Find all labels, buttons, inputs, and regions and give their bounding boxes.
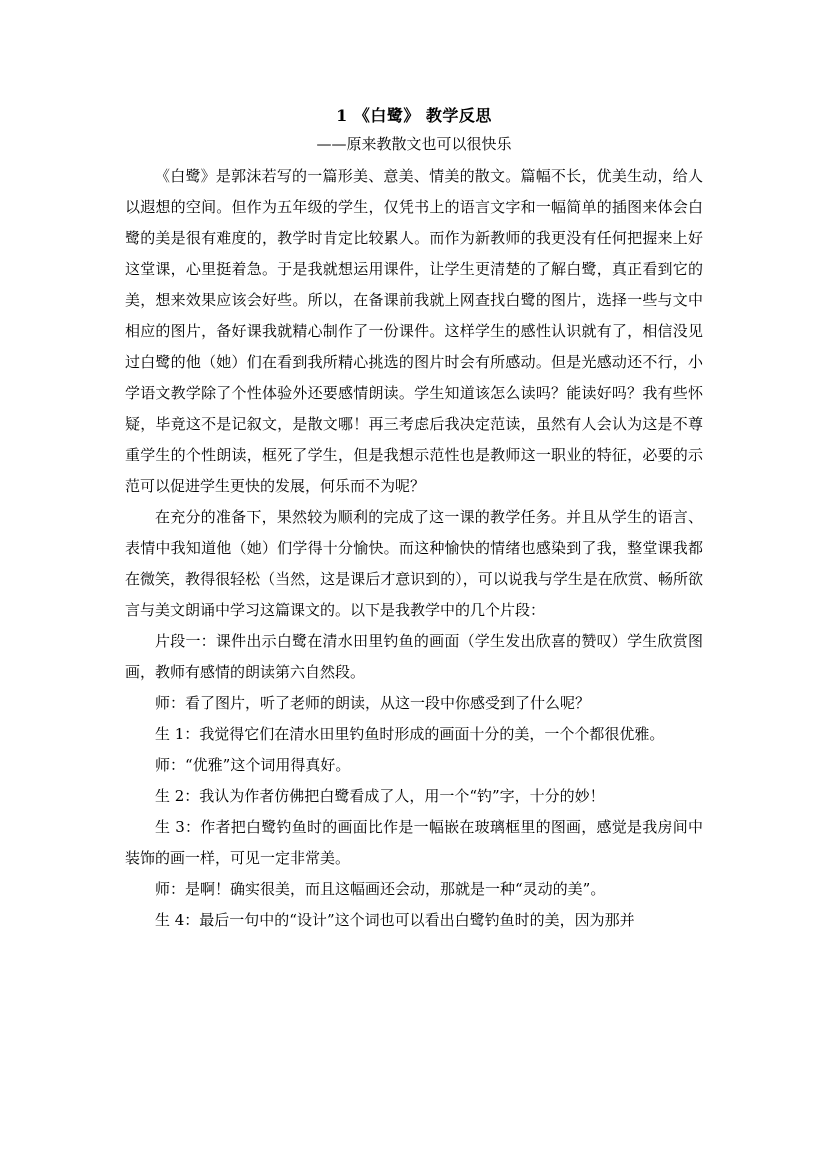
document-title: 1 《白鹭》 教学反思: [336, 106, 492, 125]
paragraph-student-3: 生 3：作者把白鹭钓鱼时的画面比作是一幅嵌在玻璃框里的图画，感觉是我房间中装饰的画一样，可见一定非常美。: [125, 818, 703, 867]
document-subtitle: ——原来教散文也可以很快乐: [316, 135, 512, 153]
paragraph-outcome: 在充分的准备下，果然较为顺利的完成了这一课的教学任务。并且从学生的语言、表情中我知道他（她）们学得十分愉快。而这种愉快的情绪也感染到了我，整堂课我都在微笑，教得很轻松（当然，这是课后才意识到的），可以说我与学生是在欣赏、畅所欲言与美文朗诵中学习这篇课文的。以下是我教学中的几个片段：: [125, 508, 703, 619]
document-body: [125, 103, 703, 936]
paragraph-teacher-question: 师：看了图片，听了老师的朗读，从这一段中你感受到了什么呢？: [155, 694, 591, 712]
paragraph-student-1: 生 1：我觉得它们在清水田里钓鱼时形成的画面十分的美，一个个都很优雅。: [155, 725, 665, 743]
paragraph-teacher-reply-1: 师：“优雅”这个词用得真好。: [155, 756, 351, 774]
paragraph-segment-one: 片段一：课件出示白鹭在清水田里钓鱼的画面（学生发出欣喜的赞叹）学生欣赏图画，教师有感情的朗读第六自然段。: [125, 632, 703, 681]
paragraph-intro: 《白鹭》是郭沫若写的一篇形美、意美、情美的散文。篇幅不长，优美生动，给人以遐想的空间。但作为五年级的学生，仅凭书上的语言文字和一幅简单的插图来体会白鹭的美是很有难度的，教学时肯定比较累人。而作为新教师的我更没有任何把握来上好这堂课，心里挺着急。于是我就想运用课件，让学生更清楚的了解白鹭，真正看到它的美，想来效果应该会好些。所以，在备课前我就上网查找白鹭的图片，选择一些与文中相应的图片，备好课我就精心制作了一份课件。这样学生的感性认识就有了，相信没见过白鹭的他（她）们在看到我所精心挑选的图片时会有所感动。但是光感动还不行，小学语文教学除了个性体验外还要感情朗读。学生知道该怎么读吗？能读好吗？我有些怀疑，毕竟这不是记叙文，是散文哪！再三考虑后我决定范读，虽然有人会认为这是不尊重学生的个性朗读，框死了学生，但是我想示范性也是教师这一职业的特征，必要的示范可以促进学生更快的发展，何乐而不为呢？: [125, 167, 703, 495]
paragraph-teacher-reply-2: 师：是啊！确实很美，而且这幅画还会动，那就是一种“灵动的美”。: [155, 880, 606, 898]
paragraph-student-4: 生 4：最后一句中的“设计”这个词也可以看出白鹭钓鱼时的美，因为那并: [155, 911, 635, 929]
paragraph-student-2: 生 2：我认为作者仿佛把白鹭看成了人，用一个“钓”字，十分的妙！: [155, 787, 605, 805]
